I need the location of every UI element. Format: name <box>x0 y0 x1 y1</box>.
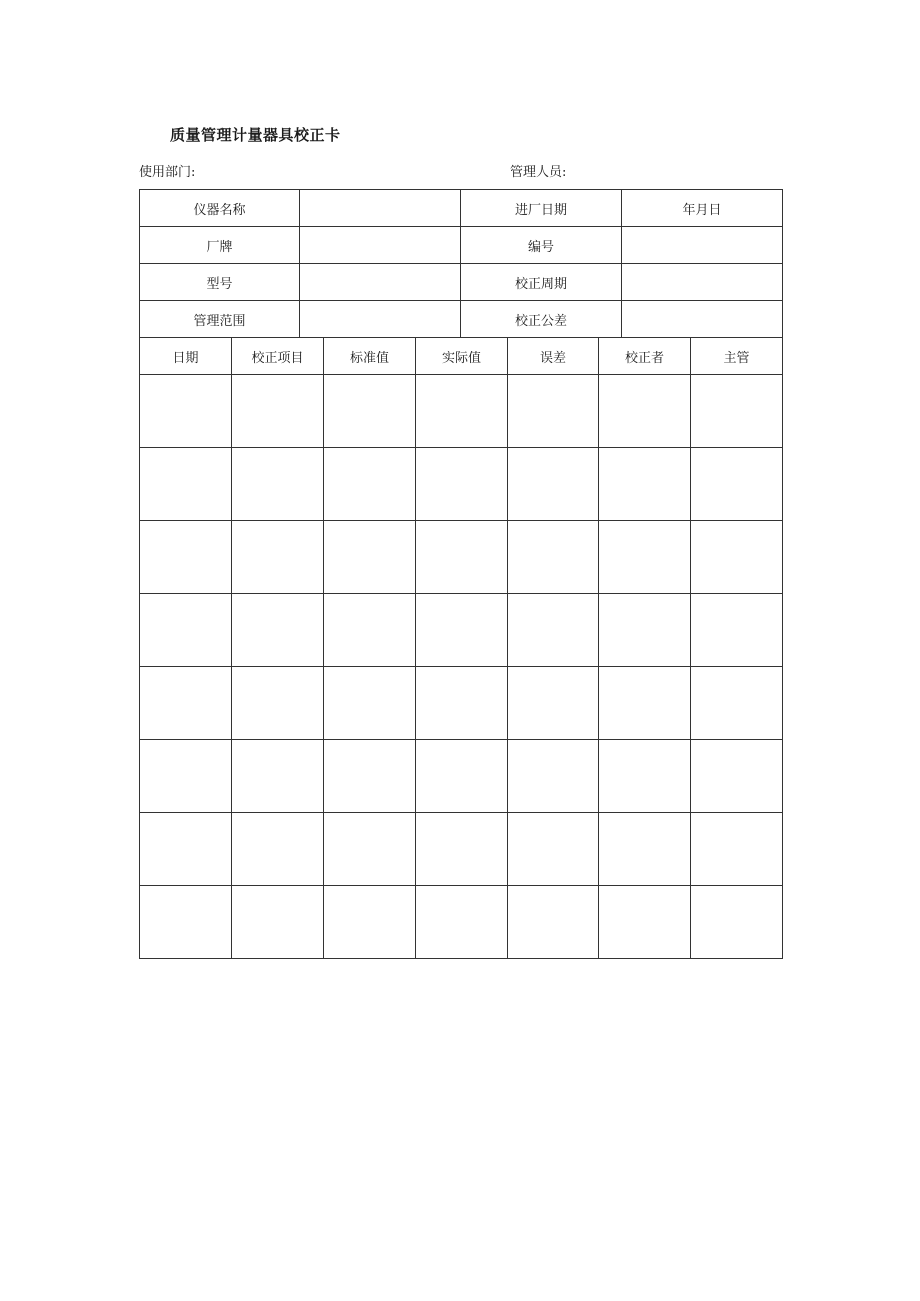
cell-calibration-item[interactable] <box>232 594 324 667</box>
calibration-card-table <box>139 189 783 959</box>
cell-standard-value[interactable] <box>324 594 416 667</box>
cell-error[interactable] <box>508 375 599 448</box>
cell-actual-value[interactable] <box>416 813 508 886</box>
cell-error[interactable] <box>508 448 599 521</box>
table-row <box>140 886 783 959</box>
cell-calibrator[interactable] <box>599 740 691 813</box>
info-label-instrument-name: 仪器名称 <box>140 190 300 227</box>
info-label-serial-number: 编号 <box>461 227 622 264</box>
cell-actual-value[interactable] <box>416 594 508 667</box>
cell-date[interactable] <box>140 740 232 813</box>
cell-actual-value[interactable] <box>416 521 508 594</box>
table-row <box>140 667 783 740</box>
cell-error[interactable] <box>508 813 599 886</box>
cell-calibration-item[interactable] <box>232 886 324 959</box>
cell-date[interactable] <box>140 521 232 594</box>
info-value-model[interactable] <box>300 264 461 301</box>
column-header-standard-value: 标准值 <box>324 338 416 375</box>
cell-supervisor[interactable] <box>691 448 783 521</box>
cell-supervisor[interactable] <box>691 521 783 594</box>
cell-date[interactable] <box>140 886 232 959</box>
cell-actual-value[interactable] <box>416 375 508 448</box>
cell-error[interactable] <box>508 667 599 740</box>
department-label: 使用部门: <box>139 165 196 180</box>
info-value-calibration-tolerance[interactable] <box>622 301 783 338</box>
record-header-row <box>140 338 783 375</box>
info-value-entry-date[interactable]: 年月日 <box>622 190 783 227</box>
info-label-brand: 厂牌 <box>140 227 300 264</box>
info-row <box>140 227 783 264</box>
info-value-instrument-name[interactable] <box>300 190 461 227</box>
table-row <box>140 448 783 521</box>
column-header-error: 误差 <box>508 338 599 375</box>
cell-error[interactable] <box>508 594 599 667</box>
cell-standard-value[interactable] <box>324 448 416 521</box>
column-header-supervisor: 主管 <box>691 338 783 375</box>
cell-error[interactable] <box>508 886 599 959</box>
info-value-brand[interactable] <box>300 227 461 264</box>
column-header-calibrator: 校正者 <box>599 338 691 375</box>
cell-supervisor[interactable] <box>691 813 783 886</box>
cell-date[interactable] <box>140 448 232 521</box>
cell-calibrator[interactable] <box>599 667 691 740</box>
cell-standard-value[interactable] <box>324 886 416 959</box>
cell-calibration-item[interactable] <box>232 813 324 886</box>
info-value-calibration-cycle[interactable] <box>622 264 783 301</box>
info-label-management-scope: 管理范围 <box>140 301 300 338</box>
info-row <box>140 190 783 227</box>
cell-actual-value[interactable] <box>416 740 508 813</box>
cell-calibrator[interactable] <box>599 594 691 667</box>
info-label-entry-date: 进厂日期 <box>461 190 622 227</box>
cell-standard-value[interactable] <box>324 740 416 813</box>
info-row <box>140 264 783 301</box>
cell-calibration-item[interactable] <box>232 375 324 448</box>
table-row <box>140 594 783 667</box>
page-title: 质量管理计量器具校正卡 <box>170 126 341 144</box>
cell-date[interactable] <box>140 594 232 667</box>
cell-actual-value[interactable] <box>416 886 508 959</box>
cell-date[interactable] <box>140 375 232 448</box>
cell-standard-value[interactable] <box>324 813 416 886</box>
column-header-date: 日期 <box>140 338 232 375</box>
table-row <box>140 740 783 813</box>
column-header-actual-value: 实际值 <box>416 338 508 375</box>
manager-label: 管理人员: <box>510 165 567 180</box>
cell-actual-value[interactable] <box>416 667 508 740</box>
cell-standard-value[interactable] <box>324 521 416 594</box>
table-row <box>140 521 783 594</box>
info-row <box>140 301 783 338</box>
cell-calibration-item[interactable] <box>232 448 324 521</box>
cell-supervisor[interactable] <box>691 667 783 740</box>
cell-calibrator[interactable] <box>599 521 691 594</box>
cell-calibrator[interactable] <box>599 886 691 959</box>
cell-calibrator[interactable] <box>599 813 691 886</box>
cell-calibration-item[interactable] <box>232 740 324 813</box>
cell-standard-value[interactable] <box>324 667 416 740</box>
cell-supervisor[interactable] <box>691 740 783 813</box>
cell-calibration-item[interactable] <box>232 521 324 594</box>
cell-supervisor[interactable] <box>691 594 783 667</box>
info-value-serial-number[interactable] <box>622 227 783 264</box>
table-row <box>140 375 783 448</box>
cell-calibration-item[interactable] <box>232 667 324 740</box>
info-label-calibration-cycle: 校正周期 <box>461 264 622 301</box>
cell-calibrator[interactable] <box>599 375 691 448</box>
cell-supervisor[interactable] <box>691 886 783 959</box>
cell-standard-value[interactable] <box>324 375 416 448</box>
info-value-management-scope[interactable] <box>300 301 461 338</box>
cell-date[interactable] <box>140 667 232 740</box>
cell-calibrator[interactable] <box>599 448 691 521</box>
info-label-model: 型号 <box>140 264 300 301</box>
table-row <box>140 813 783 886</box>
info-label-calibration-tolerance: 校正公差 <box>461 301 622 338</box>
cell-error[interactable] <box>508 740 599 813</box>
cell-actual-value[interactable] <box>416 448 508 521</box>
cell-supervisor[interactable] <box>691 375 783 448</box>
column-header-calibration-item: 校正项目 <box>232 338 324 375</box>
cell-error[interactable] <box>508 521 599 594</box>
cell-date[interactable] <box>140 813 232 886</box>
